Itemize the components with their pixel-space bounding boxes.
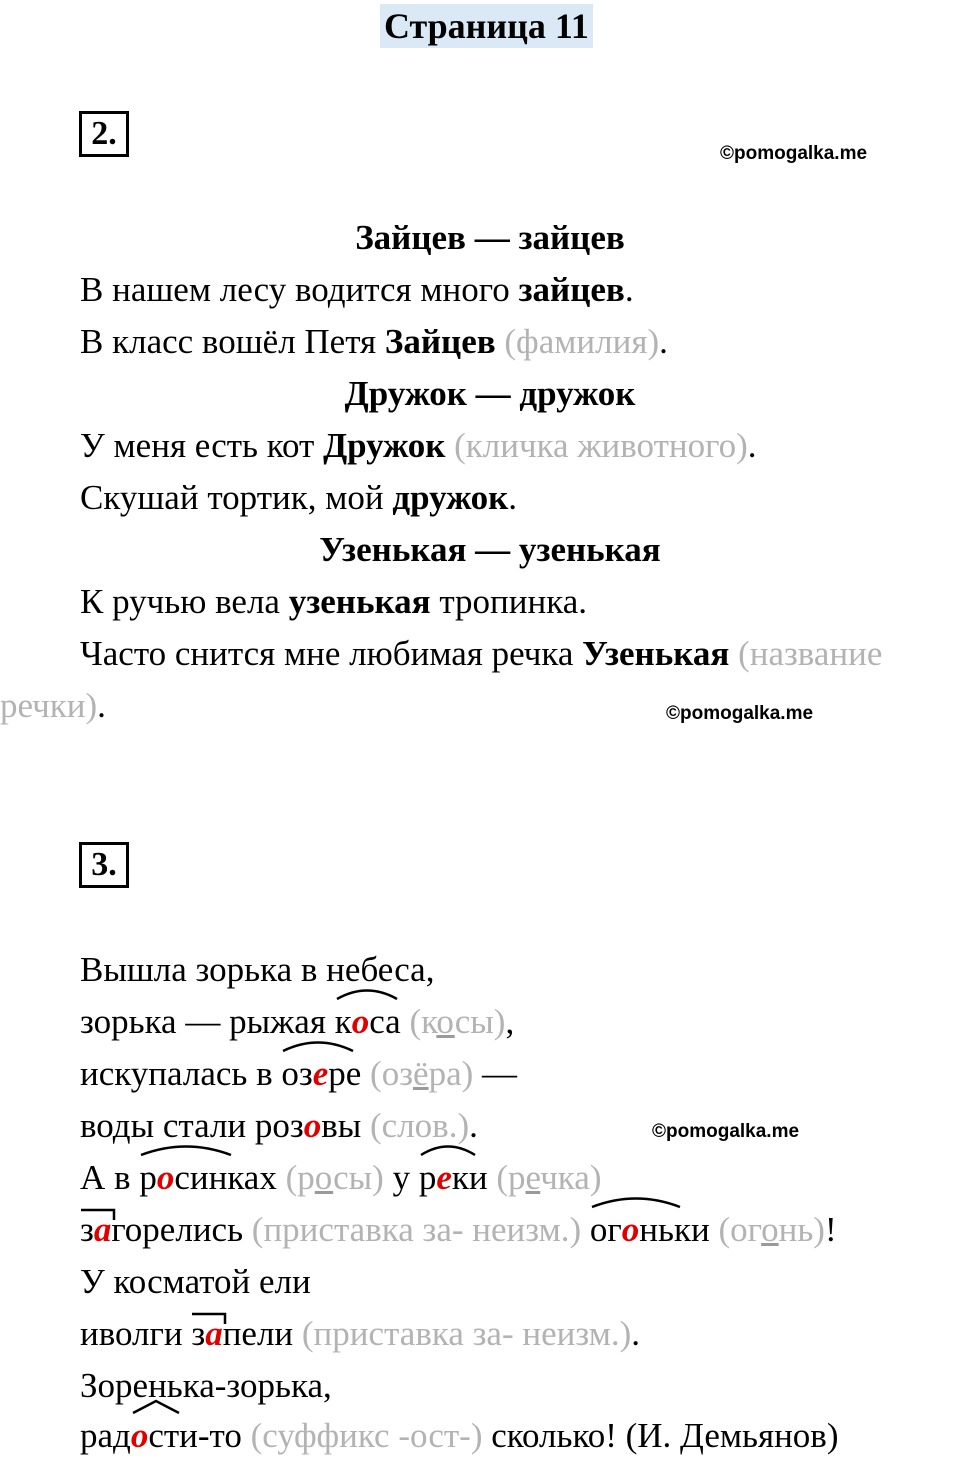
text-fragment: , <box>505 1002 515 1041</box>
text-fragment: ё <box>413 1054 429 1093</box>
text-fragment <box>718 1210 825 1249</box>
prefix-mark <box>80 1204 111 1256</box>
text-fragment: вы <box>321 1106 362 1145</box>
text-fragment: ре <box>328 1054 362 1093</box>
text-fragment: (ог <box>718 1210 762 1249</box>
text-fragment: (к <box>409 1002 437 1041</box>
sentence <box>80 472 517 524</box>
root-arc <box>281 1038 355 1052</box>
text-fragment: е <box>312 1054 329 1093</box>
text-fragment: е <box>436 1158 452 1197</box>
prefix-bracket <box>191 1312 227 1326</box>
root-mark <box>139 1152 227 1204</box>
page-title: Страница 11 <box>380 4 593 48</box>
note: речки) <box>0 686 98 725</box>
text-fragment: горелись <box>111 1210 244 1249</box>
text-fragment: (р <box>285 1158 315 1197</box>
sentence-wrap <box>0 680 106 732</box>
sentence <box>80 576 587 628</box>
text-fragment: пели <box>222 1314 294 1353</box>
pair-heading: Дружок — дружок <box>344 374 636 413</box>
text-fragment: р <box>418 1158 437 1197</box>
text-fragment: . <box>624 270 634 309</box>
text-fragment: В класс вошёл Петя <box>80 322 385 361</box>
text-fragment: А в <box>80 1158 140 1197</box>
text-fragment: зорька — рыжая <box>80 1002 335 1041</box>
text-fragment: . <box>631 1314 640 1353</box>
text-fragment: оз <box>281 1054 313 1093</box>
text-fragment: сы) <box>454 1002 506 1041</box>
text-fragment: ог <box>589 1210 622 1249</box>
text-fragment: (р <box>496 1158 526 1197</box>
root-arc <box>131 1400 181 1414</box>
note: (название <box>738 634 883 673</box>
pair-heading: Зайцев — зайцев <box>355 218 625 257</box>
text-fragment: о <box>761 1210 779 1249</box>
bold-word: Зайцев <box>384 322 496 361</box>
poem-line <box>80 1152 601 1204</box>
text-fragment: (приставка за- неизм.) <box>251 1210 582 1249</box>
poem-line: Вышла зорька в небеса, <box>80 950 435 989</box>
text-fragment: ки <box>673 1210 710 1249</box>
prefix-mark <box>191 1308 222 1360</box>
text-fragment: . <box>469 1106 478 1145</box>
text-fragment: В нашем лесу водится много <box>80 270 519 309</box>
text-fragment: нь <box>639 1210 674 1249</box>
text-fragment <box>286 1158 384 1197</box>
text-fragment: сы) <box>333 1158 384 1197</box>
sentence <box>80 420 756 472</box>
root-mark <box>590 1204 674 1256</box>
watermark: ©pomogalka.me <box>720 143 868 164</box>
sentence <box>80 316 668 368</box>
watermark: ©pomogalka.me <box>652 1121 800 1142</box>
text-fragment: тропинка. <box>430 582 587 621</box>
text-fragment: искупалась в <box>80 1054 282 1093</box>
text-fragment <box>496 1158 601 1197</box>
root-arc <box>139 1142 233 1156</box>
text-fragment: р <box>139 1158 157 1197</box>
text-fragment: сколько! (И. Демьянов) <box>482 1416 839 1455</box>
text-fragment: чка) <box>540 1158 602 1197</box>
text-fragment: о <box>130 1416 149 1455</box>
text-fragment: ра) <box>428 1054 474 1093</box>
text-fragment: . <box>659 322 668 361</box>
text-fragment: воды стали роз <box>80 1106 304 1145</box>
root-arc <box>590 1194 682 1208</box>
watermark: ©pomogalka.me <box>666 703 814 724</box>
root-arc <box>419 1142 477 1156</box>
text-fragment: о <box>621 1210 640 1249</box>
text-fragment: . <box>508 478 518 517</box>
text-fragment: ки <box>451 1158 488 1197</box>
bold-word: зайцев <box>518 270 625 309</box>
text-fragment: у <box>383 1158 419 1197</box>
text-fragment: Часто снится мне любимая речка <box>80 634 583 673</box>
poem-line <box>80 1204 837 1256</box>
root-mark <box>281 1048 361 1100</box>
text-fragment: са <box>369 1002 401 1041</box>
text-fragment: а <box>205 1314 223 1353</box>
text-fragment <box>409 1002 505 1041</box>
text-fragment: о <box>303 1106 322 1145</box>
text-fragment: (слов.) <box>370 1106 470 1145</box>
text-fragment <box>370 1054 473 1093</box>
text-fragment: а <box>93 1210 112 1249</box>
text-fragment: . <box>747 426 757 465</box>
poem-line <box>80 1308 640 1360</box>
text-fragment: У меня есть кот <box>80 426 324 465</box>
text-fragment: о <box>351 1002 370 1041</box>
text-fragment: (приставка за- неизм.) <box>301 1314 632 1353</box>
text-fragment: о <box>156 1158 175 1197</box>
text-fragment: з <box>191 1314 206 1353</box>
root-arc <box>335 986 399 1000</box>
text-fragment: о <box>436 1002 455 1041</box>
text-fragment: е <box>525 1158 541 1197</box>
text-fragment: нь) <box>778 1210 825 1249</box>
text-fragment: . <box>97 686 106 725</box>
sentence <box>80 264 634 316</box>
text-fragment: Скушай тортик, мой <box>80 478 393 517</box>
text-fragment: иволги <box>80 1314 192 1353</box>
prefix-bracket <box>80 1208 116 1222</box>
bold-word: узенькая <box>288 582 431 621</box>
poem-line <box>80 1410 838 1462</box>
text-fragment: син <box>174 1158 228 1197</box>
text-fragment: ках <box>227 1158 277 1197</box>
root-mark <box>419 1152 488 1204</box>
note: (фамилия) <box>504 322 660 361</box>
text-fragment: — <box>473 1054 518 1093</box>
bold-word: дружок <box>392 478 509 517</box>
text-fragment: ! <box>824 1210 837 1249</box>
text-fragment: з <box>80 1210 94 1249</box>
sentence <box>80 628 882 680</box>
text-fragment: сти-то <box>148 1416 242 1455</box>
poem-line <box>80 1048 517 1100</box>
bold-word: Дружок <box>323 426 446 465</box>
pair-heading: Узенькая — узенькая <box>319 530 661 569</box>
text-fragment: о <box>314 1158 334 1197</box>
poem-line: У косматой ели <box>80 1262 311 1301</box>
text-fragment: к <box>334 1002 352 1041</box>
text-fragment: (оз <box>370 1054 414 1093</box>
text-fragment: (суффикс -ост-) <box>250 1416 483 1455</box>
exercise-2-number: 2. <box>79 111 129 157</box>
bold-word: Узенькая <box>582 634 730 673</box>
note: (кличка животного) <box>454 426 748 465</box>
poem-line: Зоренька-зорька, <box>80 1366 332 1405</box>
exercise-3-number: 3. <box>79 842 129 888</box>
text-fragment: К ручью вела <box>80 582 289 621</box>
root-mark <box>131 1410 242 1462</box>
text-fragment: рад <box>80 1416 131 1455</box>
